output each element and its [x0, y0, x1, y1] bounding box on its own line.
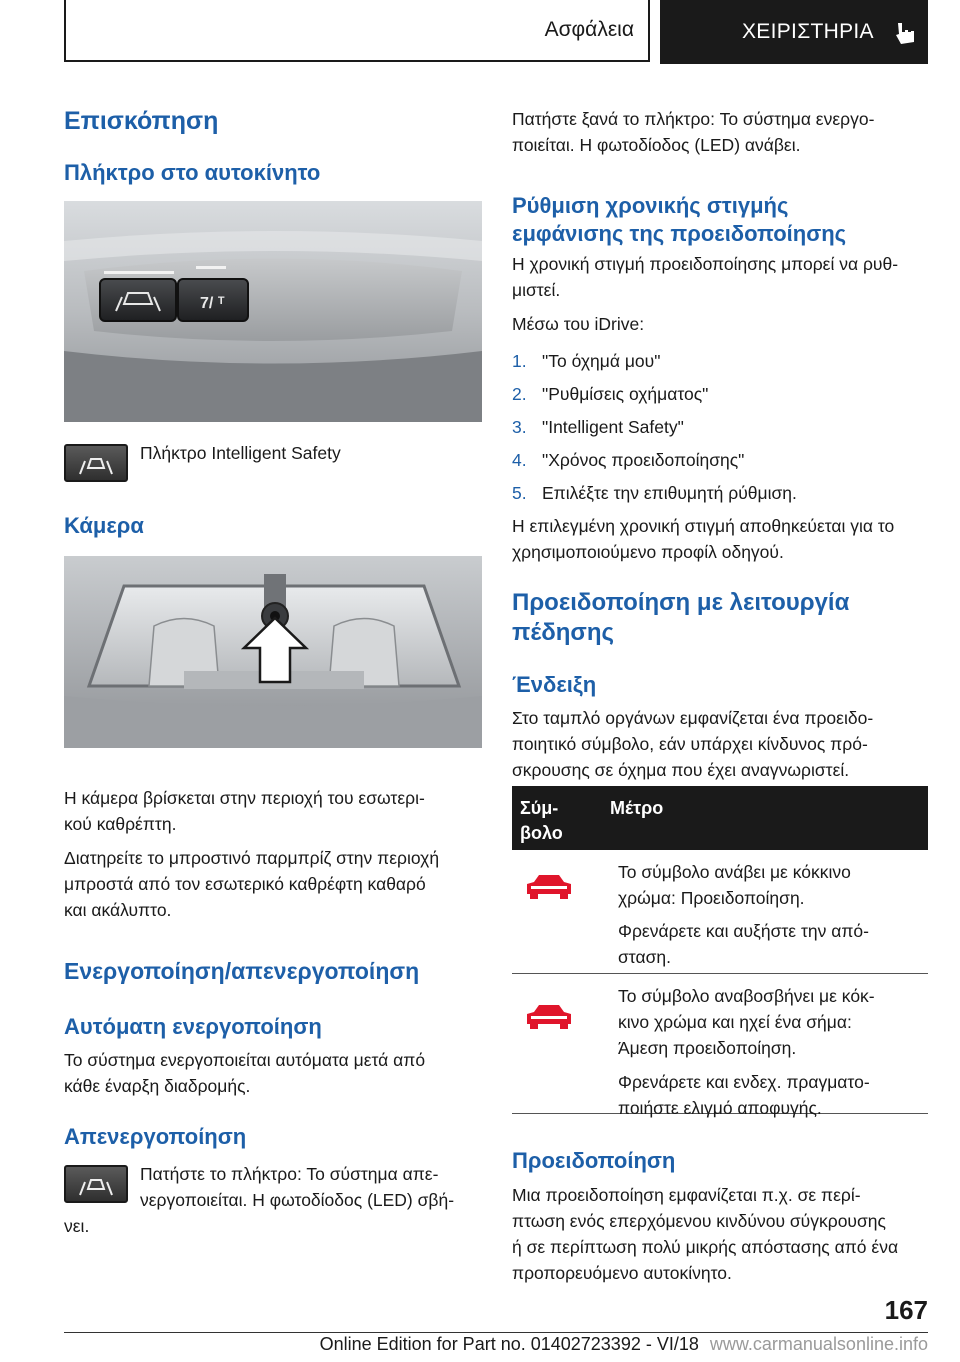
intelligent-safety-key-icon	[64, 444, 128, 482]
step-text: "Ρυθμίσεις οχήματος"	[542, 384, 709, 404]
camera-p2-line3: και ακάλυπτο.	[64, 900, 172, 920]
indication-line3: σκρουσης σε όχημα που έχει αναγνωριστεί.	[512, 760, 850, 780]
footer-divider	[64, 1332, 928, 1333]
press-again-line2: ποιείται. Η φωτοδίοδος (LED) ανάβει.	[512, 135, 801, 155]
page-number: 167	[884, 1295, 928, 1325]
row2-line2: κινο χρώμα και ηχεί ένα σήμα:	[618, 1012, 852, 1032]
row2-line5: ποιήστε ελιγμό αποφυγής.	[618, 1098, 822, 1118]
indication-title: Ένδειξη	[512, 672, 597, 697]
step-text: Επιλέξτε την επιθυμητή ρύθμιση.	[542, 483, 797, 503]
row2-line3: Άμεση προειδοποίηση.	[618, 1038, 797, 1058]
stored-line2: χρησιμοποιούμενο προφίλ οδηγού.	[512, 542, 784, 562]
vehicle-warning-icon	[524, 872, 574, 902]
header-section-label: Ασφάλεια	[544, 18, 634, 41]
step-number: 3.	[512, 417, 527, 437]
camera-p1-line2: κού καθρέπτη.	[64, 814, 177, 834]
timing-title-line1: Ρύθμιση χρονικής στιγμής	[512, 193, 789, 218]
footer-edition	[296, 1334, 928, 1355]
timing-p1-line1: Η χρονική στιγμή προειδοποίησης μπορεί να ρυθ-	[512, 254, 899, 274]
braking-title-line1: Προειδοποίηση με λειτουργία	[512, 589, 850, 616]
col-measure-header: Μέτρο	[610, 798, 664, 818]
row1-line3: Φρενάρετε και αυξήστε την από-	[618, 921, 869, 941]
auto-activation-title: Αυτόματη ενεργοποίηση	[64, 1014, 322, 1039]
deactivation-title: Απενεργοποίηση	[64, 1124, 247, 1149]
timing-p1-line2: μιστεί.	[512, 280, 561, 300]
car-button-title: Πλήκτρο στο αυτοκίνητο	[64, 160, 321, 185]
deact-line2: νεργοποιείται. Η φωτοδίοδος (LED) σβή-	[140, 1190, 455, 1210]
header-manual-tab	[660, 0, 928, 64]
via-idrive: Μέσω του iDrive:	[512, 314, 645, 334]
deact-line1: Πατήστε το πλήκτρο: Το σύστημα απε-	[140, 1164, 439, 1184]
row1-line2: χρώμα: Προειδοποίηση.	[618, 888, 805, 908]
auto-line1: Το σύστημα ενεργοποιείται αυτόματα μετά από	[64, 1050, 426, 1070]
step-number: 2.	[512, 384, 527, 404]
col-symbol-line1: Σύμ-	[520, 798, 559, 818]
warning-line1: Μια προειδοποίηση εμφανίζεται π.χ. σε περί-	[512, 1185, 861, 1205]
camera-title: Κάμερα	[64, 513, 144, 538]
camera-p2-line2: μπροστά από τον εσωτερικό καθρέφτη καθαρό	[64, 874, 426, 894]
overview-title: Επισκόπηση	[64, 107, 219, 135]
step-text: "Χρόνος προειδοποίησης"	[542, 450, 745, 470]
step-text: "Intelligent Safety"	[542, 417, 684, 437]
row2-line1: Το σύμβολο αναβοσβήνει με κόκ-	[618, 986, 875, 1006]
row1-line1: Το σύμβολο ανάβει με κόκκινο	[618, 862, 851, 882]
vehicle-warning-flashing-icon	[524, 1002, 574, 1032]
auto-line2: κάθε έναρξη διαδρομής.	[64, 1076, 251, 1096]
warning-line3: ή σε περίπτωση πολύ μικρής απόστασης από ένα	[512, 1237, 899, 1257]
edition-text: Online Edition for Part no. 01402723392 - VI/18	[319, 1334, 699, 1354]
camera-interior-photo	[64, 556, 482, 748]
stored-line1: Η επιλεγμένη χρονική στιγμή αποθηκεύεται για το	[512, 516, 895, 536]
deact-line3: νει.	[64, 1216, 90, 1236]
roof-button-photo	[64, 201, 482, 422]
warning-line2: πτωση ενός επερχόμενου κινδύνου σύγκρουσης	[512, 1211, 886, 1231]
intelligent-safety-key-icon-2	[64, 1165, 128, 1203]
svg-text:7/ ᵀ: 7/ ᵀ	[200, 295, 225, 312]
col-symbol-line2: βολο	[520, 823, 563, 843]
onoff-title: Ενεργοποίηση/απενεργοποίηση	[64, 958, 420, 984]
warning-line4: προπορευόμενο αυτοκίνητο.	[512, 1263, 732, 1283]
key-caption: Πλήκτρο Intelligent Safety	[140, 443, 341, 463]
camera-p1-line1: Η κάμερα βρίσκεται στην περιοχή του εσωτερι-	[64, 788, 425, 808]
header-section-tab	[64, 0, 650, 62]
press-again-line1: Πατήστε ξανά το πλήκτρο: Το σύστημα ενεργο-	[512, 109, 875, 129]
symbol-table	[512, 786, 928, 1114]
step-number: 4.	[512, 450, 527, 470]
table-header	[512, 786, 928, 850]
indication-line2: ποιητικό σύμβολο, εάν υπάρχει κίνδυνος πρό-	[512, 734, 868, 754]
pointing-hand-icon	[892, 20, 918, 46]
row1-line4: σταση.	[618, 947, 671, 967]
camera-p2-line1: Διατηρείτε το μπροστινό παρμπρίζ στην περιοχή	[64, 848, 440, 868]
watermark-text: www.carmanualsonline.info	[709, 1334, 928, 1354]
step-text: "Το όχημά μου"	[542, 351, 661, 371]
header-manual-label: ΧΕΙΡΙΣΤΗΡΙΑ	[742, 20, 874, 43]
col-symbol-header	[520, 796, 590, 846]
warning-title: Προειδοποίηση	[512, 1148, 676, 1173]
step-number: 5.	[512, 483, 527, 503]
braking-title-line2: πέδησης	[512, 619, 614, 646]
step-number: 1.	[512, 351, 527, 371]
row2-line4: Φρενάρετε και ενδεχ. πραγματο-	[618, 1072, 870, 1092]
indication-line1: Στο ταμπλό οργάνων εμφανίζεται ένα προειδο-	[512, 708, 874, 728]
timing-title-line2: εμφάνισης της προειδοποίησης	[512, 221, 847, 246]
